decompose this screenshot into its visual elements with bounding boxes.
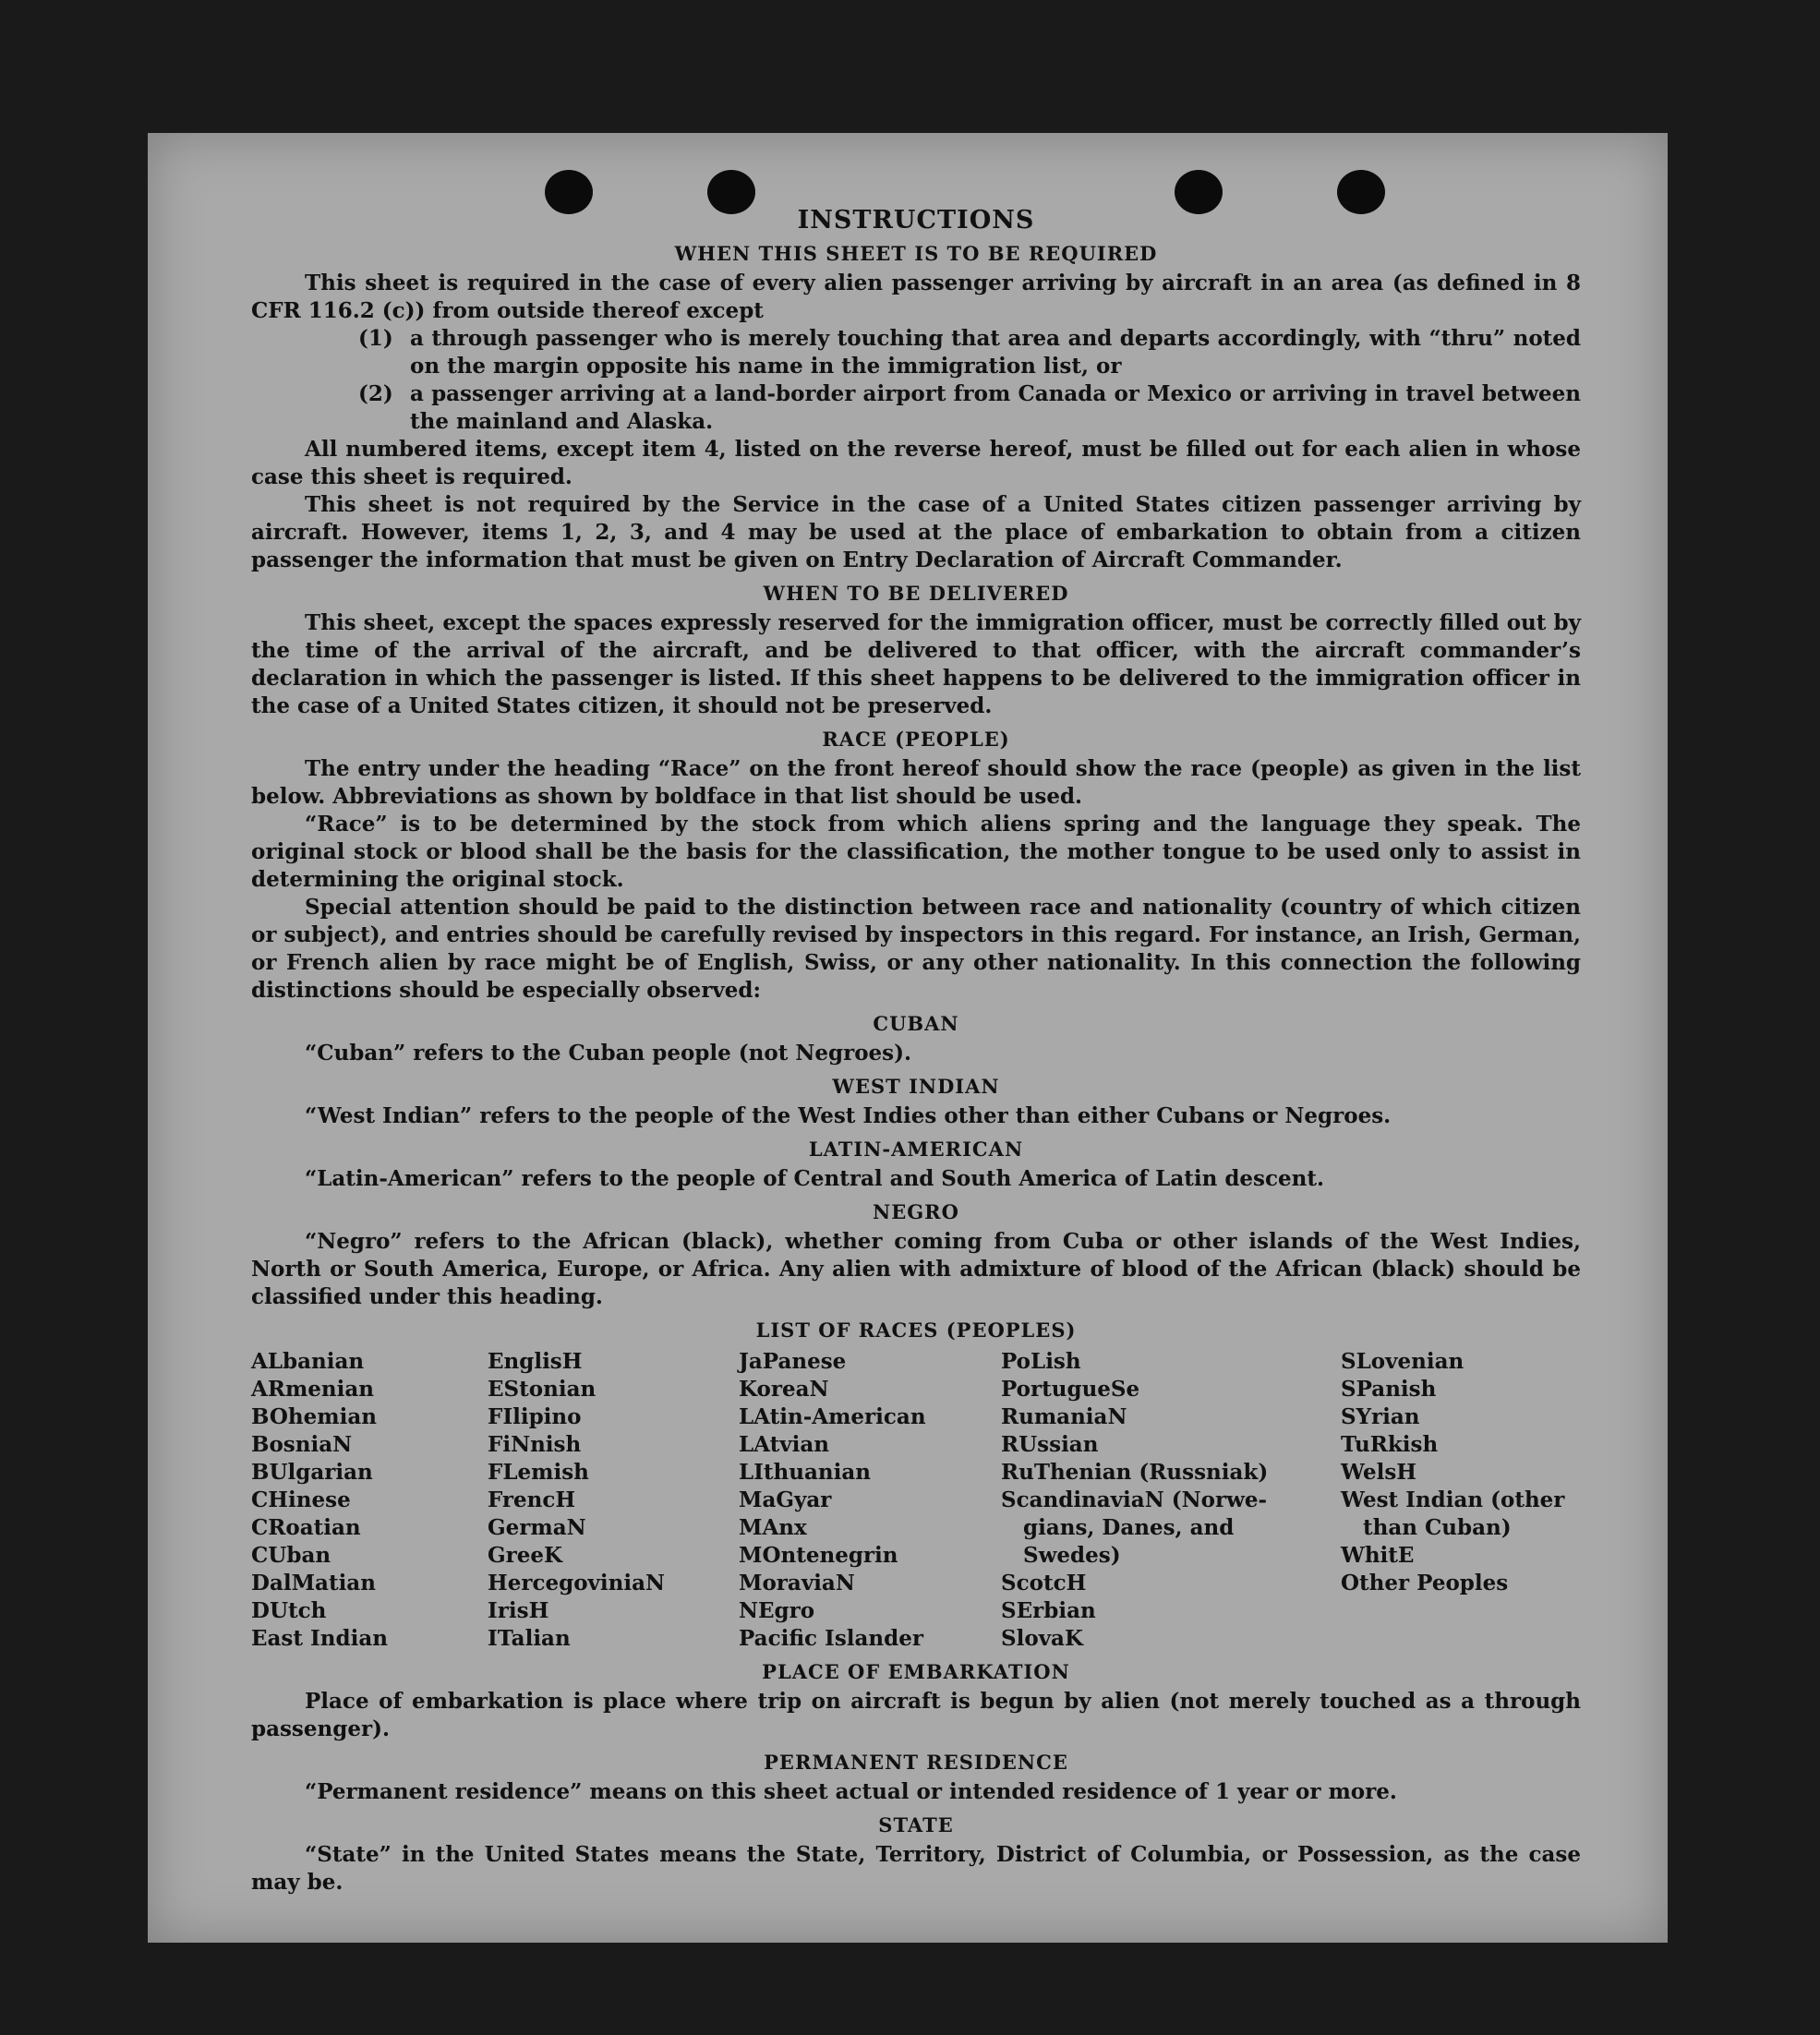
heading-race: RACE (PEOPLE) bbox=[822, 728, 1010, 751]
heading-when-delivered: WHEN TO BE DELIVERED bbox=[763, 582, 1069, 605]
heading-latin-american: LATIN-AMERICAN bbox=[808, 1138, 1024, 1161]
race-entry: ALbanian bbox=[251, 1349, 365, 1374]
race-entry: ScandinaviaN (Norwe- bbox=[1001, 1487, 1268, 1512]
race-entry: FiNnish bbox=[488, 1432, 582, 1457]
document-page bbox=[148, 133, 1668, 1943]
race-entry: CRoatian bbox=[251, 1515, 361, 1540]
race-entry: ARmenian bbox=[251, 1377, 375, 1402]
race-entry: FLemish bbox=[488, 1460, 589, 1485]
race-entry: Pacific Islander bbox=[739, 1626, 923, 1651]
race-entry: ScotcH bbox=[1001, 1571, 1087, 1595]
instructions-content bbox=[251, 207, 1581, 1897]
race-entry: CUban bbox=[251, 1543, 331, 1568]
race-entry: PoLish bbox=[1001, 1349, 1081, 1374]
race-entry: West Indian (other bbox=[1341, 1487, 1565, 1512]
item-text: a through passenger who is merely touching that area and departs accordingly, with “thru” noted on the margin opposite his name in the immigration list, or bbox=[410, 326, 1581, 379]
race-paragraph-2: “Race” is to be determined by the stock from which aliens spring and the language they speak. The original stock or blood shall be the basis for the classification, the mother tongue to be used only to assist in determining the original stock. bbox=[251, 812, 1581, 892]
race-entry: BOhemian bbox=[251, 1404, 377, 1429]
race-entry: BosniaN bbox=[251, 1432, 353, 1457]
heading-permanent-residence: PERMANENT RESIDENCE bbox=[764, 1751, 1068, 1774]
race-column-2 bbox=[488, 1348, 739, 1653]
race-entry: DUtch bbox=[251, 1598, 327, 1623]
race-entry: MaGyar bbox=[739, 1487, 832, 1512]
race-entry: Other Peoples bbox=[1341, 1571, 1509, 1595]
race-entry: KoreaN bbox=[739, 1377, 829, 1402]
race-column-5 bbox=[1341, 1348, 1581, 1653]
item-text: a passenger arriving at a land-border airport from Canada or Mexico or arriving in travel between the mainland and Alaska. bbox=[410, 381, 1581, 434]
race-entry: FIlipino bbox=[488, 1404, 582, 1429]
race-entry: IrisH bbox=[488, 1598, 549, 1623]
race-entry: CHinese bbox=[251, 1487, 351, 1512]
race-paragraph-3: Special attention should be paid to the distinction between race and nationality (country of which citizen or subject), and entries should be carefully revised by inspectors in this regard. For instance, an Irish, German, or French alien by race might be of English, Swiss, or any other nationality. In this connection the following distinctions should be especially observed: bbox=[251, 895, 1581, 1003]
race-entry: JaPanese bbox=[739, 1349, 847, 1374]
race-entry: EnglisH bbox=[488, 1349, 583, 1374]
required-paragraph-1: This sheet is required in the case of every alien passenger arriving by aircraft in an area (as defined in 8 CFR 116.2 (c)) from outside thereof except bbox=[251, 271, 1581, 323]
west-indian-paragraph: “West Indian” refers to the people of the West Indies other than either Cubans or Negroes. bbox=[305, 1103, 1392, 1128]
race-entry: TuRkish bbox=[1341, 1432, 1439, 1457]
race-entry: PortugueSe bbox=[1001, 1377, 1140, 1402]
race-entry: FrencH bbox=[488, 1487, 576, 1512]
race-entry: MOntenegrin bbox=[739, 1543, 898, 1568]
residence-paragraph: “Permanent residence” means on this sheet actual or intended residence of 1 year or more. bbox=[305, 1779, 1397, 1804]
exception-item-2 bbox=[251, 380, 1581, 436]
race-entry: HercegoviniaN bbox=[488, 1571, 666, 1595]
race-entry: MAnx bbox=[739, 1515, 807, 1540]
race-paragraph-1: The entry under the heading “Race” on the front hereof should show the race (people) as given in the list below. Abbreviations as shown by boldface in that list should be used. bbox=[251, 756, 1581, 809]
race-column-3 bbox=[739, 1348, 1001, 1653]
cuban-paragraph: “Cuban” refers to the Cuban people (not Negroes). bbox=[305, 1041, 912, 1066]
heading-negro: NEGRO bbox=[873, 1200, 959, 1223]
race-entry: SlovaK bbox=[1001, 1626, 1083, 1651]
item-number: (2) bbox=[358, 381, 393, 406]
race-entry: SYrian bbox=[1341, 1404, 1420, 1429]
race-entry: GermaN bbox=[488, 1515, 586, 1540]
race-entry-continuation: than Cuban) bbox=[1363, 1515, 1512, 1540]
race-entry: DalMatian bbox=[251, 1571, 376, 1595]
state-paragraph: “State” in the United States means the State, Territory, District of Columbia, or Possession, as the case may be. bbox=[251, 1842, 1581, 1895]
exception-item-1 bbox=[251, 325, 1581, 380]
heading-when-required: WHEN THIS SHEET IS TO BE REQUIRED bbox=[674, 242, 1158, 265]
item-number: (1) bbox=[358, 326, 393, 351]
delivered-paragraph: This sheet, except the spaces expressly reserved for the immigration officer, must be correctly filled out by the time of the arrival of the aircraft, and be delivered to that officer, with the aircraft commander’s declaration in which the passenger is listed. If this sheet happens to be delivered to the immigration officer in the case of a United States citizen, it should not be preserved. bbox=[251, 610, 1581, 718]
race-entry: SLovenian bbox=[1341, 1349, 1464, 1374]
page-title: INSTRUCTIONS bbox=[797, 206, 1035, 235]
race-entry: WelsH bbox=[1341, 1460, 1417, 1485]
race-entry: East Indian bbox=[251, 1626, 388, 1651]
race-entry: RuThenian (Russniak) bbox=[1001, 1460, 1269, 1485]
race-entry: LAtvian bbox=[739, 1432, 829, 1457]
race-entry-continuation: gians, Danes, and bbox=[1023, 1515, 1235, 1540]
race-entry: RUssian bbox=[1001, 1432, 1099, 1457]
race-entry: NEgro bbox=[739, 1598, 815, 1623]
heading-west-indian: WEST INDIAN bbox=[832, 1075, 1000, 1098]
race-entry: GreeK bbox=[488, 1543, 563, 1568]
latin-american-paragraph: “Latin-American” refers to the people of Central and South America of Latin descent. bbox=[305, 1166, 1324, 1191]
race-entry: LIthuanian bbox=[739, 1460, 871, 1485]
race-entry: MoraviaN bbox=[739, 1571, 855, 1595]
race-entry-continuation: Swedes) bbox=[1023, 1543, 1121, 1568]
required-paragraph-2: All numbered items, except item 4, listed on the reverse hereof, must be filled out for each alien in whose case this sheet is required. bbox=[251, 437, 1581, 489]
embarkation-paragraph: Place of embarkation is place where trip on aircraft is begun by alien (not merely touched as a through passenger). bbox=[251, 1689, 1581, 1741]
race-entry: BUlgarian bbox=[251, 1460, 373, 1485]
required-paragraph-3: This sheet is not required by the Service in the case of a United States citizen passenger arriving by aircraft. However, items 1, 2, 3, and 4 may be used at the place of embarkation to obtain from a citizen passenger the information that must be given on Entry Declaration of Aircraft Commander. bbox=[251, 492, 1581, 572]
race-entry: WhitE bbox=[1341, 1543, 1415, 1568]
race-entry: SPanish bbox=[1341, 1377, 1437, 1402]
heading-state: STATE bbox=[878, 1813, 954, 1836]
race-entry: EStonian bbox=[488, 1377, 597, 1402]
heading-list-of-races: LIST OF RACES (PEOPLES) bbox=[755, 1319, 1077, 1342]
race-entry: RumaniaN bbox=[1001, 1404, 1127, 1429]
heading-cuban: CUBAN bbox=[873, 1012, 959, 1035]
race-entry: LAtin-American bbox=[739, 1404, 926, 1429]
heading-place-of-embarkation: PLACE OF EMBARKATION bbox=[762, 1660, 1070, 1683]
race-column-1 bbox=[251, 1348, 488, 1653]
race-entry: ITalian bbox=[488, 1626, 571, 1651]
negro-paragraph: “Negro” refers to the African (black), whether coming from Cuba or other islands of the West Indies, North or South America, Europe, or Africa. Any alien with admixture of blood of the African (black) should be classified under this heading. bbox=[251, 1229, 1581, 1309]
race-entry: SErbian bbox=[1001, 1598, 1096, 1623]
race-column-4 bbox=[1001, 1348, 1341, 1653]
race-list bbox=[251, 1348, 1581, 1653]
